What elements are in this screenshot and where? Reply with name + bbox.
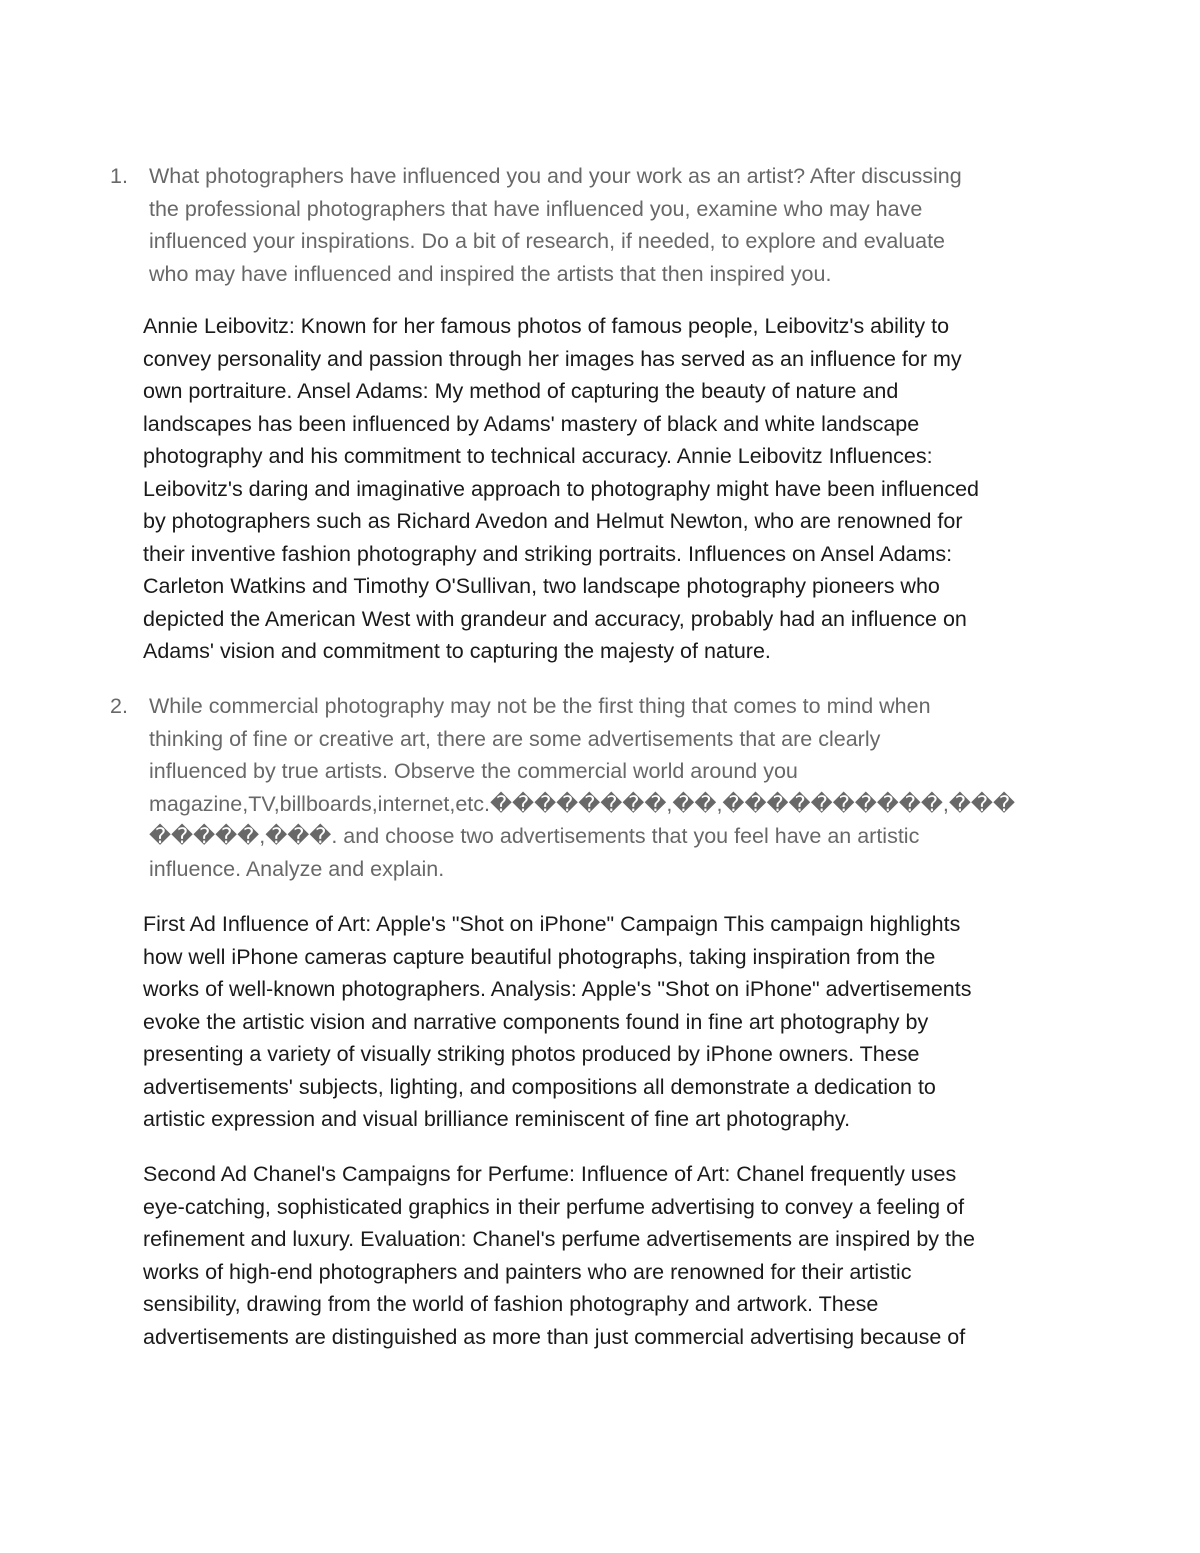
text-line: sensibility, drawing from the world of fashion photography and artwork. These xyxy=(143,1292,879,1316)
text-line: �����,���. and choose two advertisements that you feel have an artistic xyxy=(149,824,920,848)
text-line: While commercial photography may not be the first thing that comes to mind when xyxy=(149,694,931,718)
text-line: magazine,TV,billboards,internet,etc.��������,��,����������,��� xyxy=(149,791,1015,816)
answer-1 xyxy=(143,310,1068,668)
answer-2-first-ad xyxy=(143,908,1068,1136)
text-line: eye-catching, sophisticated graphics in their perfume advertising to convey a feeling of xyxy=(143,1194,965,1219)
question-1 xyxy=(110,160,1070,290)
text-line: evoke the artistic vision and narrative components found in fine art photography by xyxy=(143,1009,929,1034)
text-line: Carleton Watkins and Timothy O'Sullivan, two landscape photography pioneers who xyxy=(143,574,940,598)
text-line: how well iPhone cameras capture beautiful photographs, taking inspiration from the xyxy=(143,944,936,969)
text-line: their inventive fashion photography and striking portraits. Influences on Ansel Adams: xyxy=(143,541,953,566)
text-line: Leibovitz's daring and imaginative approach to photography might have been influenced xyxy=(143,476,980,501)
text-line: convey personality and passion through her images has served as an influence for my xyxy=(143,346,962,371)
text-line: who may have influenced and inspired the artists that then inspired you. xyxy=(149,261,832,286)
text-line: own portraiture. Ansel Adams: My method of capturing the beauty of nature and xyxy=(143,379,899,403)
text-line: influenced by true artists. Observe the commercial world around you xyxy=(149,759,798,783)
answer-2-second-ad xyxy=(143,1158,1068,1353)
text-line: artistic expression and visual brilliance reminiscent of fine art photography. xyxy=(143,1107,851,1131)
text-line: thinking of fine or creative art, there are some advertisements that are clearly xyxy=(149,726,881,751)
text-line: advertisements' subjects, lighting, and compositions all demonstrate a dedication to xyxy=(143,1074,936,1099)
text-line: influence. Analyze and explain. xyxy=(149,856,445,881)
text-line: influenced your inspirations. Do a bit of research, if needed, to explore and evaluate xyxy=(149,229,945,253)
text-line: What photographers have influenced you and your work as an artist? After discussing xyxy=(149,164,962,188)
text-line: presenting a variety of visually striking photos produced by iPhone owners. These xyxy=(143,1042,920,1066)
text-line: advertisements are distinguished as more than just commercial advertising because of xyxy=(143,1324,966,1349)
text-line: Annie Leibovitz: Known for her famous photos of famous people, Leibovitz's ability to xyxy=(143,314,950,338)
text-line: by photographers such as Richard Avedon and Helmut Newton, who are renowned for xyxy=(143,509,963,533)
question-text xyxy=(149,690,1069,885)
question-number: 1. xyxy=(110,164,128,188)
text-line: works of well-known photographers. Analysis: Apple's "Shot on iPhone" advertisements xyxy=(143,977,972,1001)
text-line: the professional photographers that have influenced you, examine who may have xyxy=(149,196,923,221)
text-line: Second Ad Chanel's Campaigns for Perfume: Influence of Art: Chanel frequently uses xyxy=(143,1162,957,1186)
question-2 xyxy=(110,690,1070,885)
text-line: refinement and luxury. Evaluation: Chanel's perfume advertisements are inspired by the xyxy=(143,1227,975,1251)
text-line: photography and his commitment to technical accuracy. Annie Leibovitz Influences: xyxy=(143,444,933,468)
question-text xyxy=(149,160,1069,290)
text-line: Adams' vision and commitment to capturing the majesty of nature. xyxy=(143,639,771,663)
text-line: works of high-end photographers and painters who are renowned for their artistic xyxy=(143,1259,912,1284)
text-line: landscapes has been influenced by Adams' mastery of black and white landscape xyxy=(143,411,920,436)
text-line: depicted the American West with grandeur and accuracy, probably had an influence on xyxy=(143,606,967,631)
text-line: First Ad Influence of Art: Apple's "Shot on iPhone" Campaign This campaign highlights xyxy=(143,912,961,936)
question-number: 2. xyxy=(110,694,128,718)
